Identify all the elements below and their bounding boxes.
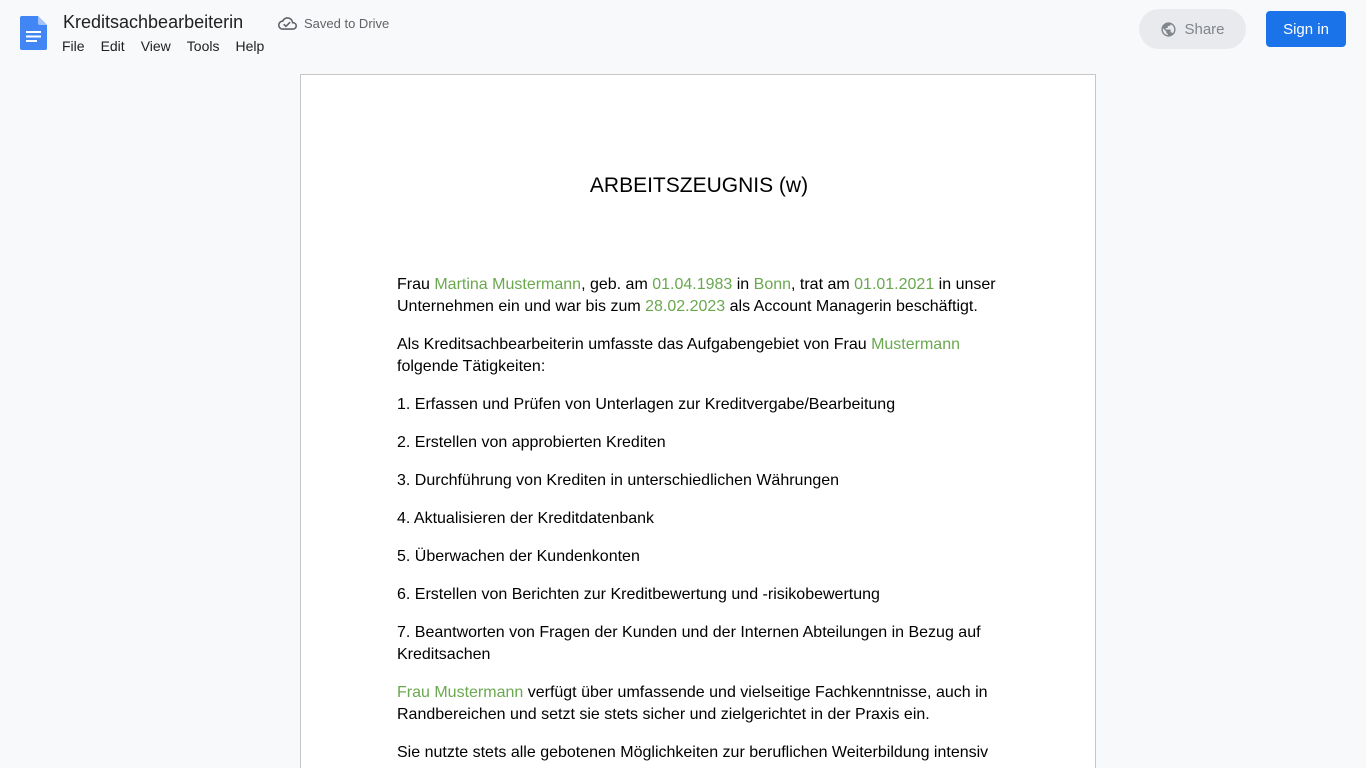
paragraph-skills	[397, 682, 1001, 726]
task-item: 7. Beantworten von Fragen der Kunden und der Internen Abteilungen in Bezug auf Kreditsachen	[397, 624, 981, 663]
task-item: 1. Erfassen und Prüfen von Unterlagen zur Kreditvergabe/Bearbeitung	[397, 396, 896, 413]
menu-help[interactable]: Help	[235, 38, 265, 54]
text-run: , trat am	[791, 276, 855, 293]
text-run: , geb. am	[581, 276, 653, 293]
globe-icon	[1160, 21, 1177, 38]
text-run: folgende Tätigkeiten:	[397, 358, 546, 375]
menu-tools[interactable]: Tools	[186, 38, 220, 54]
placeholder-name: Martina Mustermann	[434, 276, 582, 293]
sign-in-button[interactable]: Sign in	[1266, 11, 1346, 47]
menu-view[interactable]: View	[140, 38, 171, 54]
placeholder-birth-date: 01.04.1983	[652, 276, 733, 293]
text-run: verfügt über umfassende und vielseitige Fachkenntnisse, auch in Randbereichen und setzt sie stets sicher und zielgerichtet in der Praxis ein.	[397, 684, 988, 723]
menu-file[interactable]: File	[62, 38, 85, 54]
share-button[interactable]	[1139, 9, 1246, 49]
placeholder-birth-place: Bonn	[753, 276, 792, 293]
share-label: Share	[1184, 20, 1225, 38]
task-item: 6. Erstellen von Berichten zur Kreditbewertung und -risikobewertung	[397, 586, 880, 603]
top-bar	[0, 0, 1366, 64]
paragraph-training: Sie nutzte stets alle gebotenen Möglichkeiten zur beruflichen Weiterbildung intensiv	[397, 744, 989, 761]
paragraph-intro	[397, 274, 1001, 318]
placeholder-full-name: Frau Mustermann	[397, 684, 524, 701]
task-item: 4. Aktualisieren der Kreditdatenbank	[397, 510, 655, 527]
cloud-done-icon	[278, 14, 297, 33]
document-heading: ARBEITSZEUGNIS (w)	[589, 174, 809, 197]
placeholder-surname: Mustermann	[871, 336, 960, 353]
document-page[interactable]	[300, 74, 1096, 768]
text-run: als Account Managerin beschäftigt.	[725, 298, 978, 315]
save-status[interactable]	[278, 14, 389, 33]
save-status-label: Saved to Drive	[304, 16, 390, 31]
document-body	[397, 274, 1001, 768]
menu-edit[interactable]: Edit	[100, 38, 125, 54]
task-item: 5. Überwachen der Kundenkonten	[397, 548, 640, 565]
task-item: 3. Durchführung von Krediten in unterschiedlichen Währungen	[397, 472, 840, 489]
text-run: Frau	[397, 276, 435, 293]
text-run: in	[732, 276, 754, 293]
google-docs-icon[interactable]	[20, 16, 47, 50]
menu-bar	[54, 36, 272, 56]
text-run: Als Kreditsachbearbeiterin umfasste das Aufgabengebiet von Frau	[397, 336, 872, 353]
placeholder-end-date: 28.02.2023	[645, 298, 726, 315]
text-run: in unser Unternehmen ein und war bis zum	[397, 276, 996, 315]
document-title[interactable]: Kreditsachbearbeiterin	[63, 12, 244, 32]
task-item: 2. Erstellen von approbierten Krediten	[397, 434, 666, 451]
placeholder-start-date: 01.01.2021	[854, 276, 935, 293]
paragraph-duties-intro	[397, 334, 1001, 378]
